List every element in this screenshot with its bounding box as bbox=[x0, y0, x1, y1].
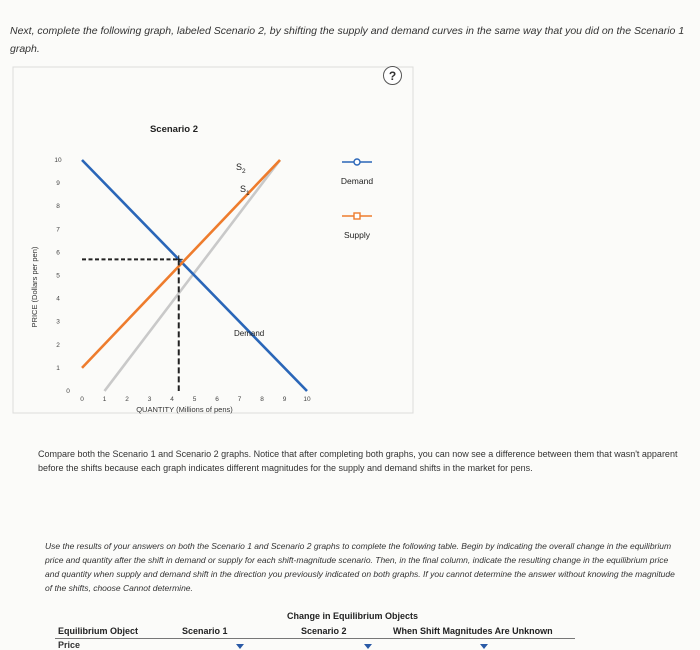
results-table bbox=[0, 607, 700, 650]
y-tick-label: 8 bbox=[56, 203, 60, 211]
y-tick-label: 7 bbox=[56, 226, 60, 234]
table-header-rule bbox=[55, 638, 575, 639]
graph-title: Scenario 2 bbox=[149, 124, 199, 135]
x-axis-label: QUANTITY (Millions of pens) bbox=[136, 405, 233, 414]
x-tick-label: 6 bbox=[215, 396, 219, 403]
help-button[interactable]: ? bbox=[383, 66, 402, 85]
x-tick-label: 8 bbox=[260, 396, 264, 403]
y-tick-label: 2 bbox=[56, 341, 60, 349]
label-s1: $S_1$ bbox=[240, 184, 250, 197]
x-tick-label: 4 bbox=[170, 396, 174, 403]
instructions-text: Use the results of your answers on both the Scenario 1 and Scenario 2 graphs to complete the following table. Begin by indicating the overall change in the equilibrium price and quantity after the shift in demand or supply for each shift-magnitude scenario. Then, in the final column, indicate the resulting change in the equilibrium price and quantity when supply and demand shift in the direction you previously indicated on both graphs. If you cannot determine the answer without knowing the magnitude of the shifts, choose Cannot determine. bbox=[45, 541, 675, 593]
price-scenario2-dropdown[interactable] bbox=[364, 644, 372, 649]
y-tick-label: 6 bbox=[56, 249, 60, 257]
y-tick-label: 3 bbox=[56, 318, 60, 326]
compare-text: Compare both the Scenario 1 and Scenario 2 graphs. Notice that after completing both graphs, you can now see a difference between them that wasn't apparent before the shifts because each graph indicates different magnitudes for the supply and demand shifts in the market for pens. bbox=[38, 449, 678, 473]
label-demand: Demand bbox=[234, 329, 265, 338]
row-price-label: Price bbox=[58, 640, 81, 650]
col-scenario-1: Scenario 1 bbox=[182, 626, 228, 636]
intro-text: Next, complete the following graph, labeled Scenario 2, by shifting the supply and demand curves in the same way that you did on the Scenario 1 graph. bbox=[10, 25, 685, 55]
x-tick-label: 5 bbox=[192, 396, 197, 403]
x-tick-label: 1 bbox=[102, 396, 107, 403]
x-tick-label: 10 bbox=[303, 396, 311, 403]
col-shift-unknown: When Shift Magnitudes Are Unknown bbox=[393, 626, 553, 636]
scenario-2-graph[interactable] bbox=[12, 66, 414, 414]
x-tick-label: 9 bbox=[282, 396, 287, 403]
legend-label: Supply bbox=[344, 230, 370, 240]
y-tick-label: 10 bbox=[54, 157, 62, 164]
table-group-header: Change in Equilibrium Objects bbox=[287, 611, 419, 621]
y-tick-label: 9 bbox=[56, 180, 60, 188]
legend-circle-icon bbox=[354, 159, 360, 165]
price-scenario1-dropdown[interactable] bbox=[236, 644, 244, 649]
x-tick-label: 7 bbox=[237, 396, 242, 403]
y-tick-label: 4 bbox=[56, 295, 60, 303]
x-tick-label: 0 bbox=[80, 396, 84, 403]
y-axis-label: PRICE (Dollars per pen) bbox=[30, 246, 39, 328]
graph-panel bbox=[12, 66, 414, 414]
price-unknown-dropdown[interactable] bbox=[480, 644, 488, 649]
label-s2: $S_2$ bbox=[236, 162, 246, 175]
x-tick-label: 2 bbox=[125, 396, 129, 403]
x-tick-label: 3 bbox=[147, 396, 152, 403]
legend-square-icon bbox=[354, 213, 360, 219]
col-scenario-2: Scenario 2 bbox=[301, 626, 347, 636]
y-tick-label: 5 bbox=[56, 272, 60, 280]
y-tick-label: 0 bbox=[66, 388, 70, 395]
col-equilibrium-object: Equilibrium Object bbox=[58, 626, 139, 636]
y-tick-label: 1 bbox=[56, 364, 60, 372]
legend-label: Demand bbox=[340, 176, 374, 186]
